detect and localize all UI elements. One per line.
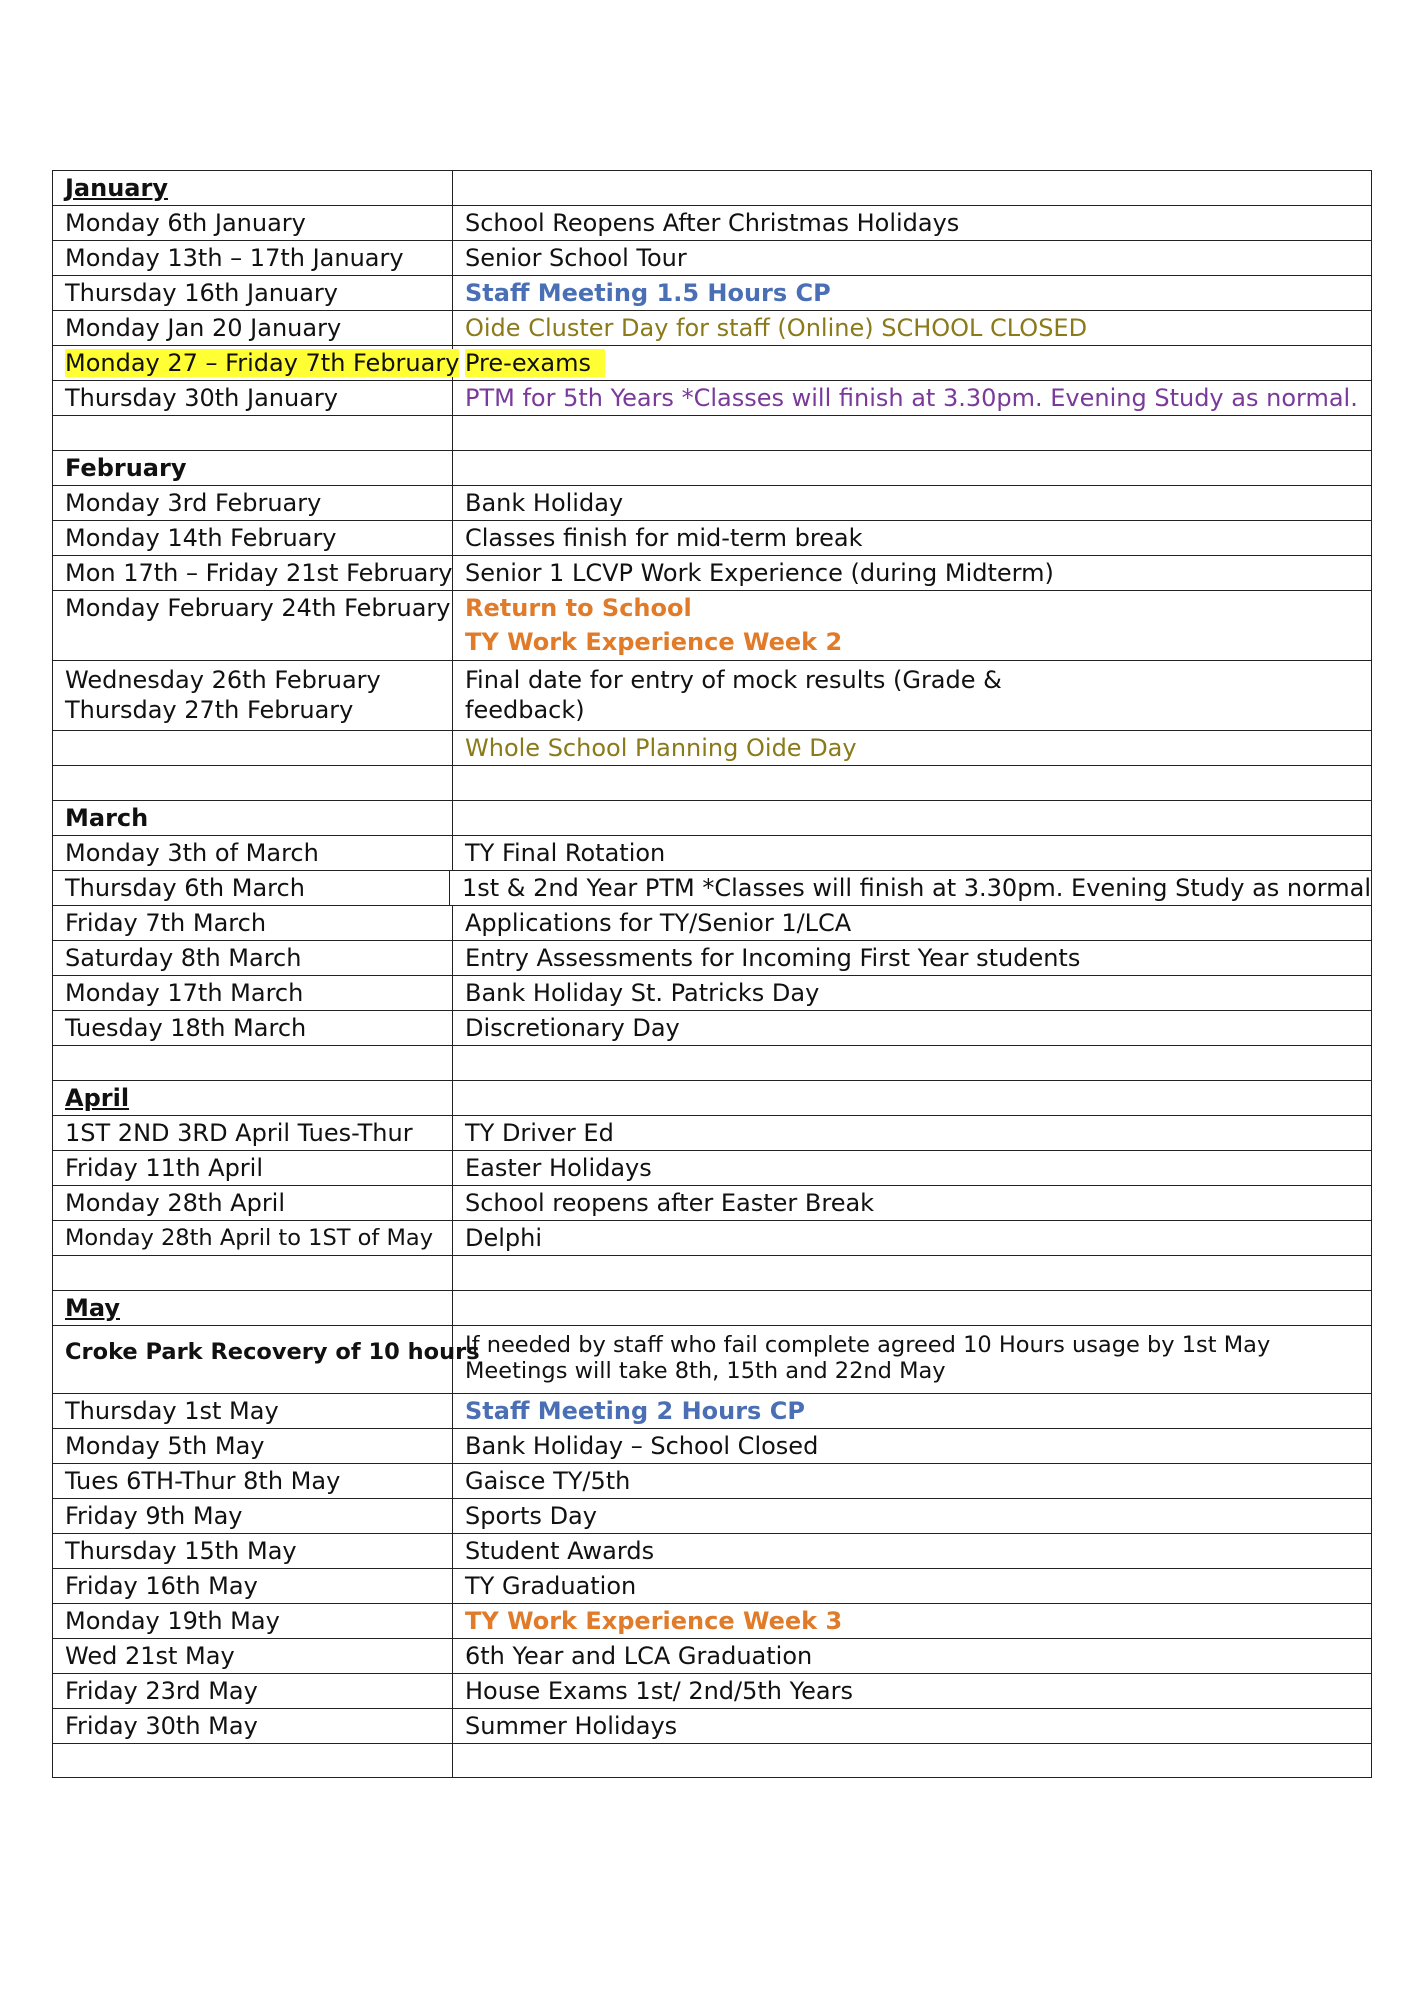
table-row — [52, 450, 1372, 485]
calendar-table — [52, 170, 1372, 1778]
event-date: Monday Jan 20 January — [53, 311, 453, 345]
event-description: Student Awards — [465, 1537, 655, 1565]
event-date: Tues 6TH-Thur 8th May — [53, 1464, 453, 1498]
table-row — [52, 555, 1372, 590]
event-description: School Reopens After Christmas Holidays — [465, 209, 960, 237]
event-description: House Exams 1st/ 2nd/5th Years — [465, 1677, 853, 1705]
event-date: Monday 28th April to 1ST of May — [53, 1221, 453, 1255]
event-description: If needed by staff who fail complete agreed 10 Hours usage by 1st May — [465, 1332, 1271, 1358]
table-row — [52, 205, 1372, 240]
table-row — [52, 485, 1372, 520]
event-date: Monday 3th of March — [53, 836, 453, 870]
table-row — [52, 1533, 1372, 1568]
event-date: Thursday 30th January — [53, 381, 453, 415]
event-description: TY Graduation — [465, 1572, 637, 1600]
table-row — [52, 170, 1372, 205]
event-date: Thursday 27th February — [65, 696, 354, 724]
highlighted-event: Pre-exams — [465, 349, 605, 377]
event-date: Monday 17th March — [53, 976, 453, 1010]
table-row — [52, 1325, 1372, 1393]
table-row — [52, 870, 1372, 905]
table-row — [52, 1708, 1372, 1743]
table-row — [52, 625, 1372, 660]
table-row — [52, 1045, 1372, 1080]
table-row — [52, 1115, 1372, 1150]
event-description: Applications for TY/Senior 1/LCA — [465, 909, 852, 937]
table-row — [52, 275, 1372, 310]
event-description: Senior 1 LCVP Work Experience (during Midterm) — [465, 559, 1054, 587]
table-row — [52, 345, 1372, 380]
table-row — [52, 1185, 1372, 1220]
event-description: TY Final Rotation — [465, 839, 666, 867]
event-description: Sports Day — [465, 1502, 597, 1530]
table-row — [52, 1743, 1372, 1778]
event-description: Gaisce TY/5th — [465, 1467, 631, 1495]
event-description: Discretionary Day — [465, 1014, 680, 1042]
table-row — [52, 1010, 1372, 1045]
event-date: Monday 3rd February — [53, 486, 453, 520]
event-description: TY Driver Ed — [465, 1119, 614, 1147]
event-date: Thursday 16th January — [53, 276, 453, 310]
table-row — [52, 1255, 1372, 1290]
event-description: Staff Meeting 2 Hours CP — [465, 1397, 805, 1425]
event-date: Monday 28th April — [53, 1186, 453, 1220]
event-description — [453, 346, 1371, 380]
event-date — [53, 346, 460, 380]
event-date: Monday 14th February — [53, 521, 453, 555]
table-row — [52, 1290, 1372, 1325]
event-description: Return to School — [465, 594, 692, 622]
table-row — [52, 380, 1372, 415]
event-date: Tuesday 18th March — [53, 1011, 453, 1045]
event-date: 1ST 2ND 3RD April Tues-Thur — [53, 1116, 453, 1150]
event-date: Monday 13th – 17th January — [53, 241, 453, 275]
event-description: Whole School Planning Oide Day — [465, 734, 857, 762]
event-date: Friday 11th April — [53, 1151, 453, 1185]
month-header-january: January — [53, 171, 453, 205]
event-date: Monday 19th May — [53, 1604, 453, 1638]
event-description: Meetings will take 8th, 15th and 22nd May — [465, 1358, 946, 1384]
event-date: Friday 30th May — [53, 1709, 453, 1743]
table-row — [52, 1150, 1372, 1185]
table-row — [52, 765, 1372, 800]
table-row — [52, 1393, 1372, 1428]
table-row — [52, 1080, 1372, 1115]
event-date: Mon 17th – Friday 21st February — [53, 556, 453, 590]
table-row — [52, 240, 1372, 275]
table-row — [52, 1220, 1372, 1255]
table-row — [52, 1463, 1372, 1498]
table-row — [52, 1498, 1372, 1533]
event-date: Friday 7th March — [53, 906, 453, 940]
table-row — [52, 1638, 1372, 1673]
event-date: Friday 23rd May — [53, 1674, 453, 1708]
table-row — [52, 310, 1372, 345]
event-description: Bank Holiday — [465, 489, 624, 517]
table-row — [52, 940, 1372, 975]
table-row — [52, 975, 1372, 1010]
event-description: PTM for 5th Years *Classes will finish at 3.30pm. Evening Study as normal. — [465, 384, 1358, 412]
event-date: Wed 21st May — [53, 1639, 453, 1673]
event-description: 6th Year and LCA Graduation — [465, 1642, 813, 1670]
event-date — [53, 731, 453, 765]
event-date: Thursday 15th May — [53, 1534, 453, 1568]
event-date: Monday February 24th February — [53, 591, 453, 625]
event-description: Bank Holiday St. Patricks Day — [465, 979, 820, 1007]
event-date: Monday 6th January — [53, 206, 453, 240]
month-header-april: April — [53, 1081, 453, 1115]
table-row — [52, 905, 1372, 940]
table-row — [52, 520, 1372, 555]
month-header-may: May — [53, 1291, 453, 1325]
event-date: Monday 5th May — [53, 1429, 453, 1463]
event-date: Wednesday 26th February — [65, 666, 381, 694]
event-description: Summer Holidays — [465, 1712, 678, 1740]
event-description: Entry Assessments for Incoming First Year students — [465, 944, 1081, 972]
event-description: School reopens after Easter Break — [465, 1189, 875, 1217]
event-description: Classes finish for mid-term break — [465, 524, 863, 552]
event-date: Friday 9th May — [53, 1499, 453, 1533]
event-description: TY Work Experience Week 2 — [465, 628, 843, 656]
event-description: Senior School Tour — [465, 244, 687, 272]
table-row — [52, 590, 1372, 625]
event-description: Oide Cluster Day for staff (Online) SCHOOL CLOSED — [465, 314, 1088, 342]
event-description: 1st & 2nd Year PTM *Classes will finish at 3.30pm. Evening Study as normal — [461, 874, 1371, 902]
event-date: Saturday 8th March — [53, 941, 453, 975]
event-date: Thursday 1st May — [53, 1394, 453, 1428]
event-description: Delphi — [465, 1224, 543, 1252]
table-row — [52, 800, 1372, 835]
event-description: Easter Holidays — [465, 1154, 652, 1182]
event-description: Staff Meeting 1.5 Hours CP — [465, 279, 831, 307]
event-date: Friday 16th May — [53, 1569, 453, 1603]
event-description: Final date for entry of mock results (Grade & feedback) — [465, 666, 1002, 724]
highlighted-date: Monday 27 – Friday 7th February — [65, 349, 460, 377]
month-header-february: February — [53, 451, 453, 485]
table-row — [52, 730, 1372, 765]
table-row — [52, 1568, 1372, 1603]
table-row — [52, 1673, 1372, 1708]
event-description: TY Work Experience Week 3 — [465, 1607, 843, 1635]
event-date: Thursday 6th March — [53, 871, 450, 905]
table-row — [52, 660, 1372, 730]
table-row — [52, 1428, 1372, 1463]
table-row — [52, 835, 1372, 870]
table-row — [52, 415, 1372, 450]
month-header-march: March — [53, 801, 453, 835]
table-row — [52, 1603, 1372, 1638]
event-description: Bank Holiday – School Closed — [465, 1432, 819, 1460]
event-date: Croke Park Recovery of 10 hours — [53, 1326, 453, 1393]
